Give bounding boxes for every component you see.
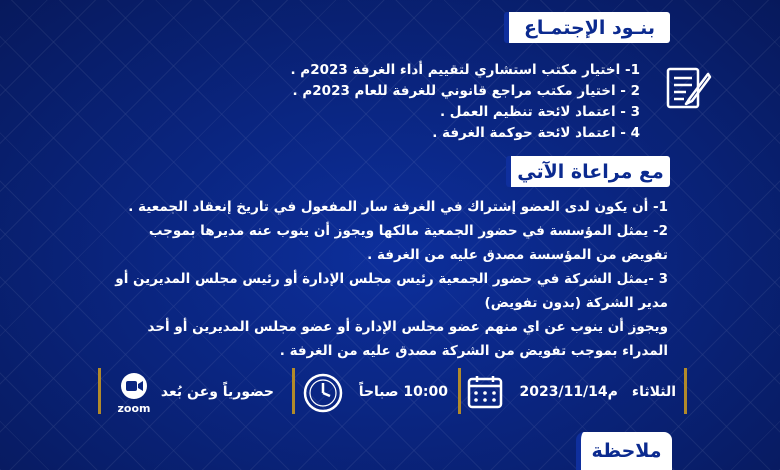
meeting-mode-value: حضورياً وعن بُعد (160, 384, 274, 400)
agenda-item: 2 - اختيار مكتب مراجع قانوني للغرفة للعام 2023م . (292, 83, 640, 99)
notes-title: مع مراعاة الآتي (506, 156, 670, 187)
separator (98, 368, 101, 414)
zoom-logo (112, 372, 156, 415)
meeting-date-value: 2023/11/14م (519, 384, 618, 400)
meeting-date (520, 370, 677, 414)
document-pen-icon (664, 66, 712, 110)
meeting-time (359, 370, 448, 414)
agenda-title: بنـود الإجتمـاع (504, 12, 670, 43)
separator (684, 368, 687, 414)
zoom-label: zoom (117, 402, 151, 415)
notes-list (98, 195, 668, 363)
meeting-mode (161, 370, 274, 414)
note-badge: ملاحظة (576, 432, 672, 470)
agenda-list (240, 60, 640, 144)
agenda-item: 1- اختيار مكتب استشاري لتقييم أداء الغرفة 2023م . (290, 62, 640, 78)
agenda-item: 4 - اعتماد لائحة حوكمة الغرفة . (432, 125, 640, 141)
clock-icon (302, 372, 344, 414)
note-item: 3 -يمثل الشركة في حضور الجمعية رئيس مجلس الإدارة أو رئيس مجلس المديرين أو مدير الشركة (بدون تفويض) (115, 271, 668, 311)
separator (292, 368, 295, 414)
agenda-item: 3 - اعتماد لائحة تنظيم العمل . (439, 104, 640, 120)
calendar-icon (466, 374, 504, 410)
zoom-icon (120, 372, 148, 400)
meeting-day: الثلاثاء (631, 384, 676, 400)
separator (458, 368, 461, 414)
note-item: 2- يمثل المؤسسة في حضور الجمعية مالكها ويجوز أن ينوب عنه مديرها بموجب تفويض من المؤسسة مصدق عليه من الغرفة . (148, 223, 668, 263)
note-item: 1- أن يكون لدى العضو إشتراك في الغرفة سار المفعول في تاريخ إنعقاد الجمعية . (128, 199, 668, 215)
meeting-time-value: 10:00 صباحاً (358, 384, 448, 400)
note-item: ويجوز أن ينوب عن اي منهم عضو مجلس الإدارة أو عضو مجلس المديرين أو أحد المدراء بموجب تفويض من الشركة مصدق عليه من الغرفة . (147, 319, 668, 359)
